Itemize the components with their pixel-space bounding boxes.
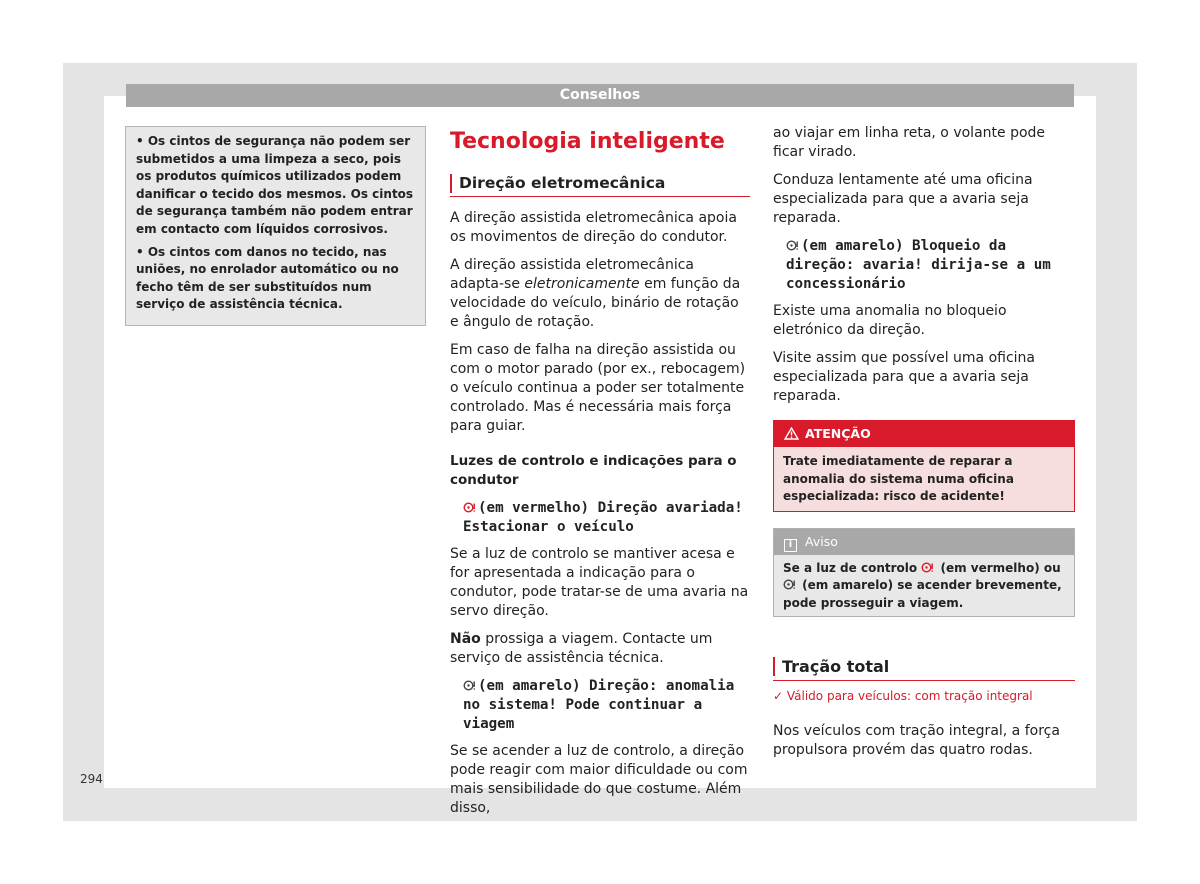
steering-wheel-warning-icon [783,578,796,589]
paragraph: Visite assim que possível uma oficina especializada para que a avaria seja reparada. [773,350,1035,404]
italic-text: eletronicamente [524,276,640,292]
paragraph: Se a luz de controlo se mantiver acesa e for apresentada a indicação para o condutor, pode tratar-se de uma avaria na servo direção. [450,546,749,619]
indicator-message [786,237,1075,294]
middle-column [450,124,750,827]
tips-box [125,126,426,326]
section-header: Conselhos [126,84,1074,107]
validity-note [773,687,1075,706]
steering-wheel-warning-icon [463,500,476,511]
indicator-text: (em amarelo) Bloqueio da direção: avaria! dirija-se a um concessionário [786,238,1051,292]
warning-triangle-icon [784,423,799,449]
info-icon: i [784,539,797,552]
text-span: em função da velocidade do veículo, binário de rotação e ângulo de rotação. [450,276,741,330]
paragraph [450,630,750,668]
paragraph: Nos veículos com tração integral, a força propulsora provém das quatro rodas. [773,723,1060,758]
text-span: prossiga a viagem. Contacte um serviço de assistência técnica. [450,631,713,666]
tip-item: • Os cintos com danos no tecido, nas uniões, no enrolador automático ou no fecho têm de ser substituídos num serviço de assistência técnica. [136,244,399,312]
bold-text: Não [450,631,481,647]
right-column [773,124,1075,769]
warning-label: ATENÇÃO [805,426,871,441]
paragraph: Conduza lentamente até uma oficina especializada para que a avaria seja reparada. [773,172,1033,226]
indicator-message [463,677,750,734]
note-box [773,528,1075,618]
paragraph: Existe uma anomalia no bloqueio eletrónico da direção. [773,303,1007,338]
indicator-text: (em amarelo) Direção: anomalia no sistema! Pode continuar a viagem [463,678,735,732]
warning-box [773,420,1075,512]
page-number: 294 [80,772,103,786]
note-label: Aviso [805,533,838,549]
text-span: (em vermelho) ou [936,560,1061,575]
indicator-message [463,499,750,537]
section-heading: Direção eletromecânica [450,174,750,197]
paragraph: Se se acender a luz de controlo, a direção pode reagir com maior dificuldade ou com mais sensibilidade do que costume. Além disso, [450,743,748,816]
warning-text: Trate imediatamente de reparar a anomalia do sistema numa oficina especializada: risco de acidente! [783,454,1014,503]
text-span: (em amarelo) se acender brevemente, pode prosseguir a viagem. [783,578,1062,610]
note-text [774,555,1074,617]
paragraph [450,256,750,332]
section-heading: Tração total [773,657,1075,681]
page-title: Tecnologia inteligente [450,129,725,154]
paragraph: Em caso de falha na direção assistida ou com o motor parado (por ex., rebocagem) o veículo continua a poder ser totalmente controlado. Mas é necessária mais força para guiar. [450,342,746,434]
text-span: A direção assistida eletromecânica adapta-se [450,257,694,292]
steering-wheel-warning-icon [786,238,799,249]
steering-wheel-warning-icon [463,678,476,689]
check-icon: ✓ [773,689,787,703]
validity-text: Válido para veículos: com tração integral [786,689,1033,703]
warning-header [774,421,1074,447]
paragraph: A direção assistida eletromecânica apoia os movimentos de direção do condutor. [450,210,737,245]
steering-wheel-warning-icon [921,561,934,572]
subheading: Luzes de controlo e indicações para o condutor [450,453,737,488]
indicator-text: (em vermelho) Direção avariada! Estacionar o veículo [463,500,743,535]
note-header [774,529,1074,555]
tip-item: • Os cintos de segurança não podem ser submetidos a uma limpeza a seco, pois os produtos químicos utilizados podem danificar o tecido dos mesmos. Os cintos de segurança também não podem entrar em contacto com líquidos corrosivos. [136,134,414,236]
text-span: Se a luz de controlo [783,560,922,575]
paragraph: ao viajar em linha reta, o volante pode ficar virado. [773,125,1046,160]
